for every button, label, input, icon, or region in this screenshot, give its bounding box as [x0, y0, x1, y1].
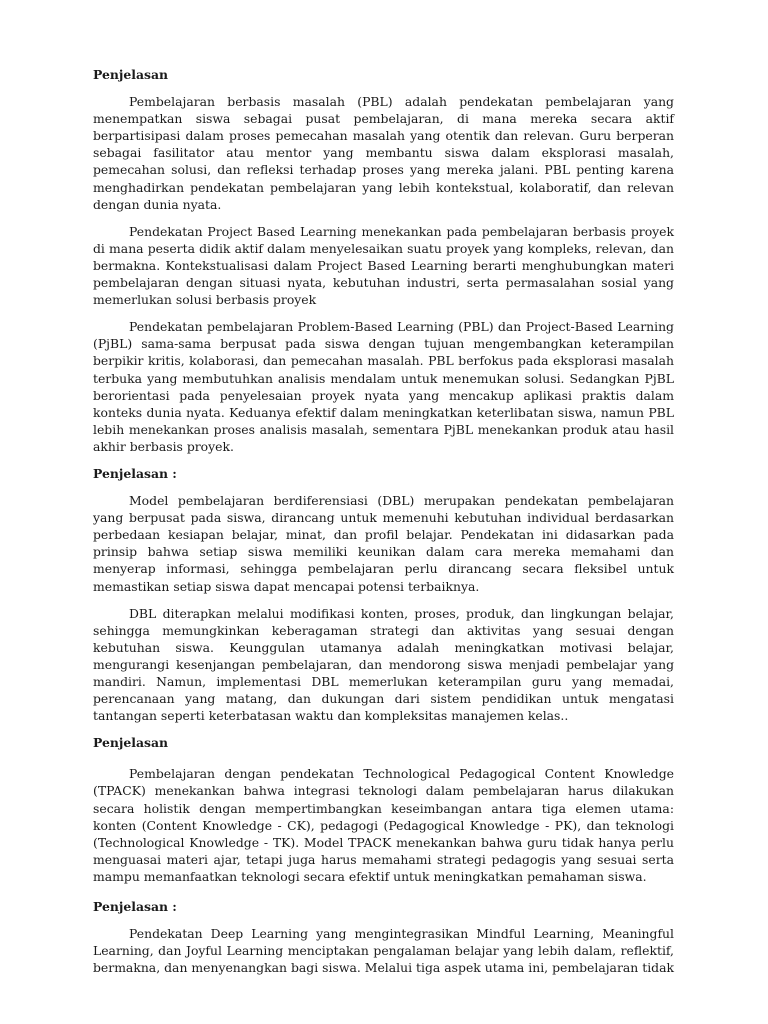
- paragraph: Model pembelajaran berdiferensiasi (DBL) merupakan pendekatan pembelajaran yang berpusat pada siswa, dirancang untuk memenuhi kebutuhan individual berdasarkan perbedaan kesiapan belajar, minat, dan profil belajar. Pendekatan ini didasarkan pada prinsip bahwa setiap siswa memiliki keunikan dalam cara mereka memahami dan menyerap informasi, sehingga pembelajaran perlu dirancang secara fleksibel untuk memastikan setiap siswa dapat mencapai potensi terbaiknya.: [93, 493, 674, 594]
- section-heading: Penjelasan :: [93, 899, 177, 915]
- section-heading: Penjelasan :: [93, 465, 177, 481]
- paragraph: Pembelajaran dengan pendekatan Technological Pedagogical Content Knowledge (TPACK) menekankan bahwa integrasi teknologi dalam pembelajaran harus dilakukan secara holistik dengan mempertimbangkan keseimbangan antara tiga elemen utama: konten (Content Knowledge - CK), pedagogi (Pedagogical Knowledge - PK), dan teknologi (Technological Knowledge - TK). Model TPACK menekankan bahwa guru tidak hanya perlu menguasai materi ajar, tetapi juga harus memahami strategi pedagogis yang sesuai serta mampu memanfaatkan teknologi secara efektif untuk meningkatkan pemahaman siswa.: [93, 766, 674, 884]
- paragraph: Pembelajaran berbasis masalah (PBL) adalah pendekatan pembelajaran yang menempatkan siswa sebagai pusat pembelajaran, di mana mereka secara aktif berpartisipasi dalam proses pemecahan masalah yang otentik dan relevan. Guru berperan sebagai fasilitator atau mentor yang membantu siswa dalam eksplorasi masalah, pemecahan solusi, dan refleksi terhadap proses yang mereka jalani. PBL penting karena menghadirkan pendekatan pembelajaran yang lebih kontekstual, kolaboratif, dan relevan dengan dunia nyata.: [93, 94, 674, 212]
- document-body: [93, 66, 674, 986]
- section-heading: Penjelasan: [93, 67, 168, 82]
- paragraph: Pendekatan pembelajaran Problem-Based Learning (PBL) dan Project-Based Learning (PjBL) sama-sama berpusat pada siswa dengan tujuan mengembangkan keterampilan berpikir kritis, kolaborasi, dan pemecahan masalah. PBL berfokus pada eksplorasi masalah terbuka yang membutuhkan analisis mendalam untuk menemukan solusi. Sedangkan PjBL berorientasi pada penyelesaian proyek nyata yang mencakup aplikasi praktis dalam konteks dunia nyata. Keduanya efektif dalam meningkatkan keterlibatan siswa, namun PBL lebih menekankan proses analisis masalah, sementara PjBL menekankan produk atau hasil akhir berbasis proyek.: [93, 319, 674, 454]
- paragraph: DBL diterapkan melalui modifikasi konten, proses, produk, dan lingkungan belajar, sehingga memungkinkan keberagaman strategi dan aktivitas yang sesuai dengan kebutuhan siswa. Keunggulan utamanya adalah meningkatkan motivasi belajar, mengurangi kesenjangan pembelajaran, dan mendorong siswa menjadi pembelajar yang mandiri. Namun, implementasi DBL memerlukan keterampilan guru yang memadai, perencanaan yang matang, dan dukungan dari sistem pendidikan untuk mengatasi tantangan seperti keterbatasan waktu dan kompleksitas manajemen kelas..: [93, 605, 674, 724]
- section-heading: Penjelasan: [93, 735, 168, 751]
- paragraph: Pendekatan Project Based Learning menekankan pada pembelajaran berbasis proyek di mana peserta didik aktif dalam menyelesaikan suatu proyek yang kompleks, relevan, dan bermakna. Kontekstualisasi dalam Project Based Learning berarti menghubungkan materi pembelajaran dengan situasi nyata, kebutuhan industri, serta permasalahan sosial yang memerlukan solusi berbasis proyek: [93, 223, 674, 308]
- paragraph: Pendekatan Deep Learning yang mengintegrasikan Mindful Learning, Meaningful Learning, dan Joyful Learning menciptakan pengalaman belajar yang lebih dalam, reflektif, bermakna, dan menyenangkan bagi siswa. Melalui tiga aspek utama ini, pembelajaran tidak: [93, 926, 674, 976]
